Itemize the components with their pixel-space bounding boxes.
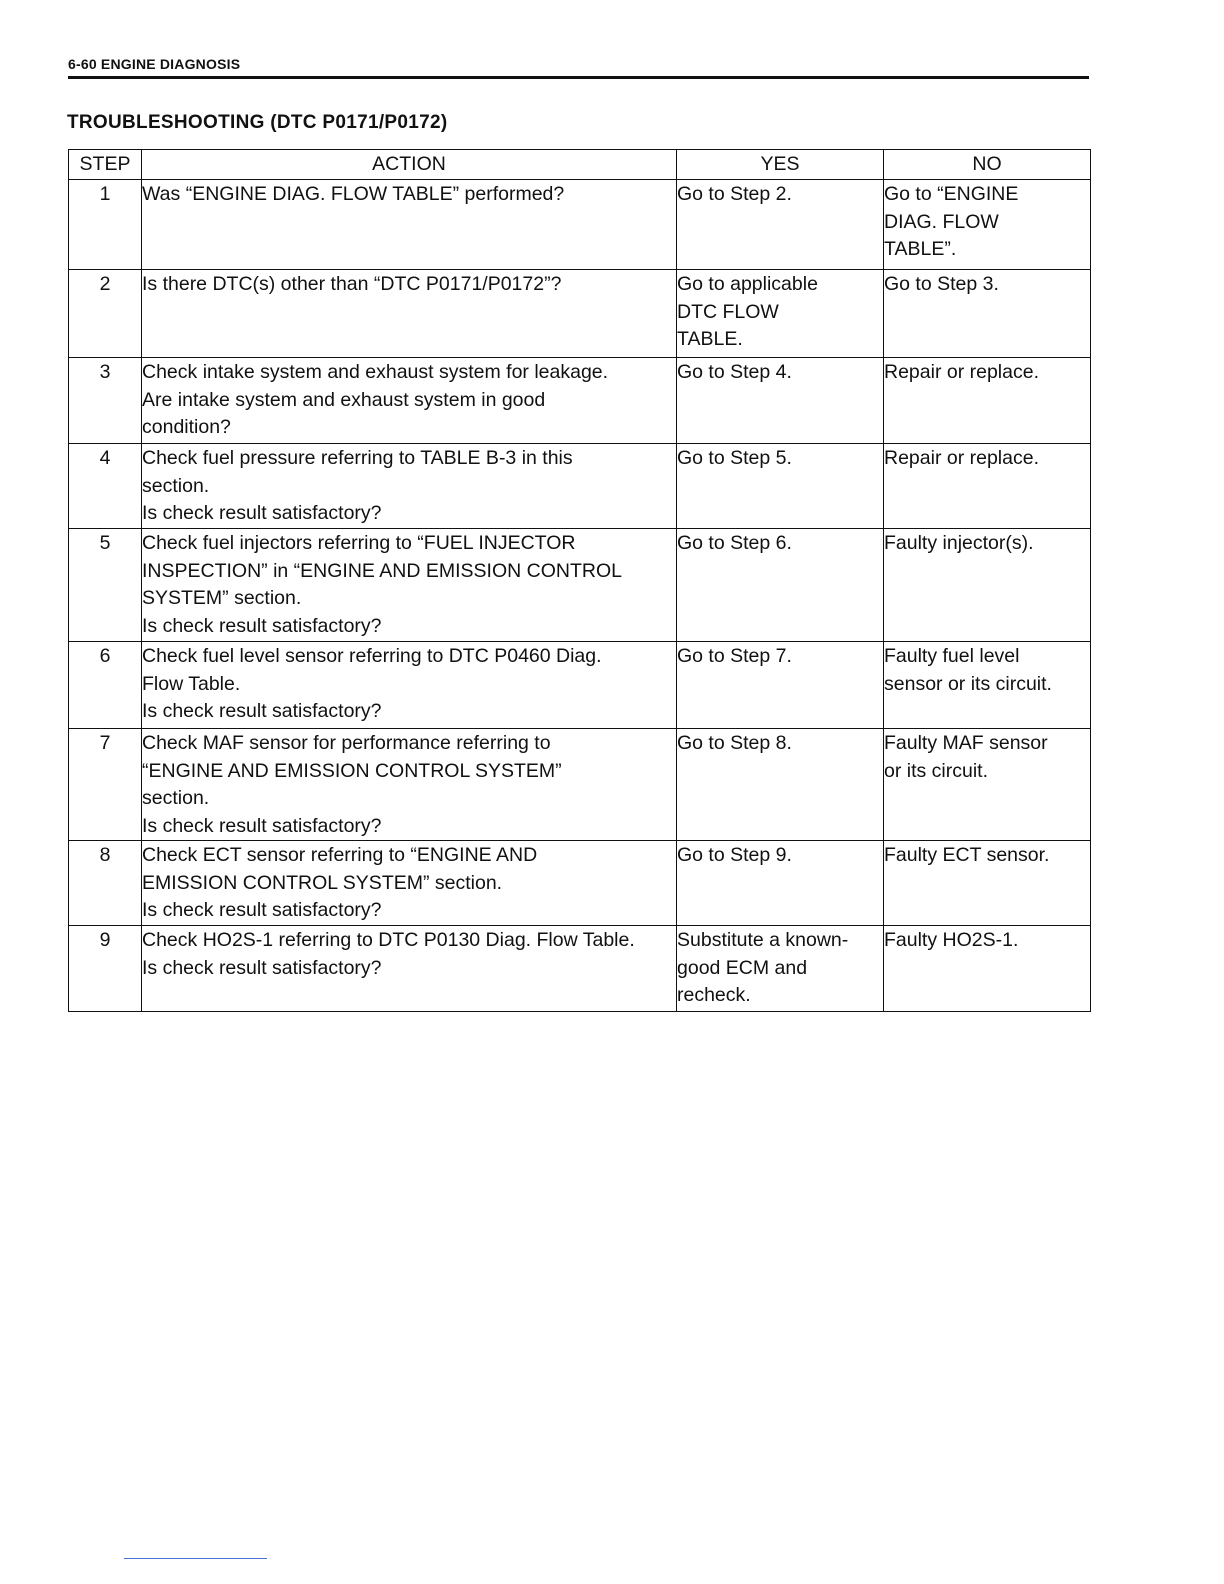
no-line: or its circuit. <box>884 759 989 782</box>
column-header-yes: YES <box>677 150 884 180</box>
yes-cell <box>677 926 884 1012</box>
no-cell <box>884 841 1091 926</box>
no-line: Repair or replace. <box>884 447 1039 469</box>
yes-line: Go to Step 7. <box>677 645 792 667</box>
step-number: 6 <box>69 642 142 729</box>
action-line: EMISSION CONTROL SYSTEM” section. <box>142 871 503 894</box>
no-cell <box>884 358 1091 444</box>
no-cell <box>884 529 1091 642</box>
table-row <box>69 642 1091 729</box>
yes-cell <box>677 841 884 926</box>
action-cell <box>142 180 677 270</box>
action-line: Is check result satisfactory? <box>142 700 382 722</box>
step-number: 7 <box>69 729 142 841</box>
action-line: Check ECT sensor referring to “ENGINE AND <box>142 844 538 866</box>
step-number: 1 <box>69 180 142 270</box>
yes-line: TABLE. <box>677 328 743 350</box>
action-line: Is check result satisfactory? <box>142 956 382 979</box>
page-header: 6-60 ENGINE DIAGNOSIS <box>68 56 241 72</box>
no-line: TABLE”. <box>884 238 957 260</box>
no-cell <box>884 270 1091 358</box>
no-line: Faulty HO2S-1. <box>884 929 1019 951</box>
action-line: Check HO2S-1 referring to DTC P0130 Diag. Flow Table. <box>142 929 635 951</box>
yes-line: good ECM and <box>677 956 808 979</box>
action-line: Check fuel level sensor referring to DTC P0460 Diag. <box>142 645 602 667</box>
no-line: Go to Step 3. <box>884 273 999 295</box>
no-line: Faulty ECT sensor. <box>884 844 1050 866</box>
action-line: Is check result satisfactory? <box>142 899 382 921</box>
step-number: 9 <box>69 926 142 1012</box>
action-line: condition? <box>142 416 231 438</box>
column-header-step: STEP <box>69 150 142 180</box>
yes-line: Go to Step 5. <box>677 447 792 469</box>
yes-cell <box>677 642 884 729</box>
yes-line: Substitute a known- <box>677 929 849 951</box>
table-row <box>69 180 1091 270</box>
action-line: Check fuel pressure referring to TABLE B-3 in this <box>142 447 573 469</box>
yes-cell <box>677 358 884 444</box>
no-cell <box>884 926 1091 1012</box>
header-rule <box>68 76 1089 79</box>
action-line: “ENGINE AND EMISSION CONTROL SYSTEM” <box>142 759 562 782</box>
no-cell <box>884 444 1091 529</box>
step-number: 4 <box>69 444 142 529</box>
yes-line: DTC FLOW <box>677 300 779 323</box>
yes-cell <box>677 180 884 270</box>
no-line: Go to “ENGINE <box>884 183 1019 205</box>
action-line: Flow Table. <box>142 672 241 695</box>
action-line: Are intake system and exhaust system in good <box>142 388 546 411</box>
table-row <box>69 926 1091 1012</box>
action-line: Is check result satisfactory? <box>142 614 382 637</box>
yes-cell <box>677 444 884 529</box>
action-line: Is check result satisfactory? <box>142 814 382 837</box>
column-header-no: NO <box>884 150 1091 180</box>
table-row <box>69 729 1091 841</box>
action-cell <box>142 642 677 729</box>
action-line: section. <box>142 787 210 809</box>
action-cell <box>142 444 677 529</box>
table-row <box>69 841 1091 926</box>
yes-cell <box>677 529 884 642</box>
no-line: Faulty fuel level <box>884 645 1020 667</box>
action-line: Was “ENGINE DIAG. FLOW TABLE” performed? <box>142 183 565 205</box>
action-line: SYSTEM” section. <box>142 587 302 609</box>
action-line: Check intake system and exhaust system for leakage. <box>142 361 609 383</box>
action-cell <box>142 841 677 926</box>
table-row <box>69 358 1091 444</box>
yes-line: recheck. <box>677 984 751 1006</box>
action-line: INSPECTION” in “ENGINE AND EMISSION CONTROL <box>142 559 622 582</box>
table-row <box>69 529 1091 642</box>
action-line: Check MAF sensor for performance referring to <box>142 732 551 754</box>
table-row <box>69 270 1091 358</box>
footer-rule <box>124 1558 267 1559</box>
no-line: DIAG. FLOW <box>884 210 999 233</box>
action-cell <box>142 529 677 642</box>
yes-line: Go to Step 9. <box>677 844 792 866</box>
no-cell <box>884 729 1091 841</box>
action-line: Check fuel injectors referring to “FUEL INJECTOR <box>142 532 576 554</box>
yes-cell <box>677 270 884 358</box>
yes-cell <box>677 729 884 841</box>
step-number: 8 <box>69 841 142 926</box>
section-title: TROUBLESHOOTING (DTC P0171/P0172) <box>67 112 448 133</box>
action-line: Is there DTC(s) other than “DTC P0171/P0172”? <box>142 273 562 295</box>
yes-line: Go to Step 6. <box>677 532 792 554</box>
yes-line: Go to Step 8. <box>677 732 792 754</box>
action-cell <box>142 926 677 1012</box>
no-line: Faulty injector(s). <box>884 532 1034 554</box>
step-number: 2 <box>69 270 142 358</box>
no-line: Faulty MAF sensor <box>884 732 1048 754</box>
action-line: Is check result satisfactory? <box>142 502 382 524</box>
action-cell <box>142 270 677 358</box>
step-number: 5 <box>69 529 142 642</box>
yes-line: Go to Step 2. <box>677 183 792 205</box>
action-cell <box>142 729 677 841</box>
table-header-row <box>69 150 1091 180</box>
troubleshooting-table <box>68 149 1091 1012</box>
column-header-action: ACTION <box>142 150 677 180</box>
action-cell <box>142 358 677 444</box>
no-cell <box>884 642 1091 729</box>
no-cell <box>884 180 1091 270</box>
no-line: sensor or its circuit. <box>884 672 1052 695</box>
yes-line: Go to applicable <box>677 273 818 295</box>
no-line: Repair or replace. <box>884 361 1039 383</box>
action-line: section. <box>142 474 210 497</box>
yes-line: Go to Step 4. <box>677 361 792 383</box>
table-row <box>69 444 1091 529</box>
step-number: 3 <box>69 358 142 444</box>
